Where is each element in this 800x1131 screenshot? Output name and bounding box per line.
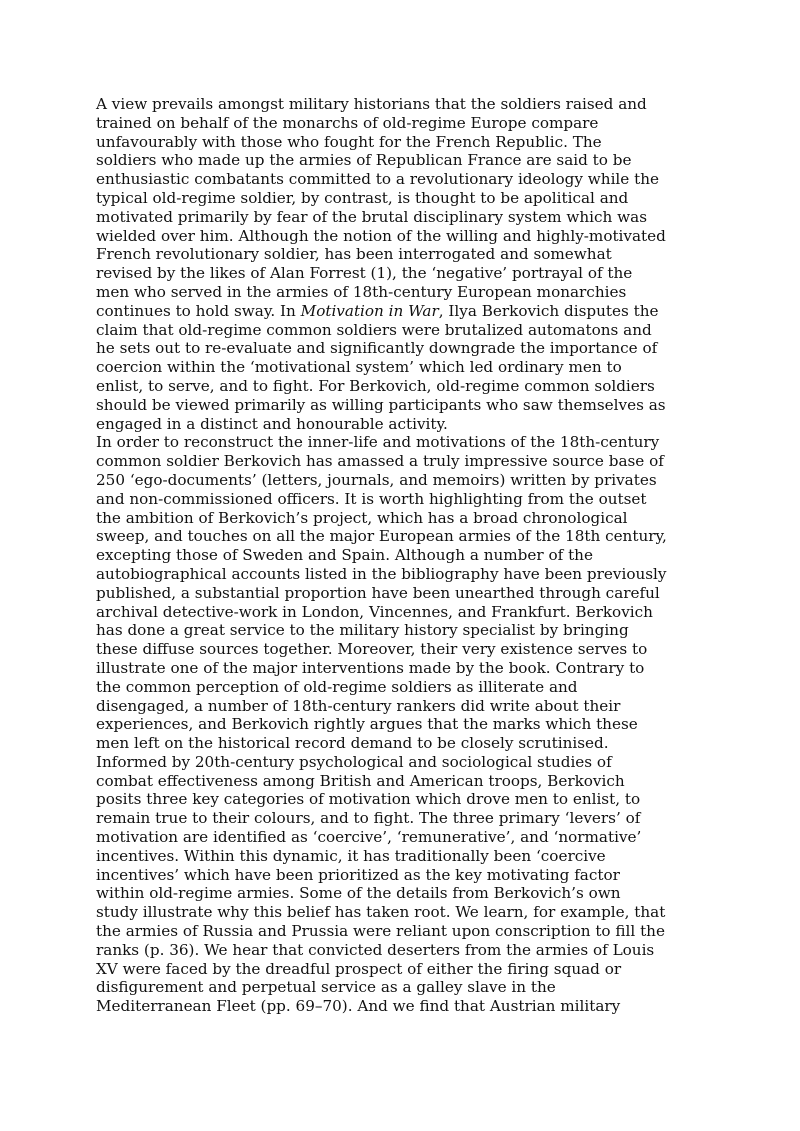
text-line: combat effectiveness among British and American troops, Berkovich: [96, 771, 625, 790]
text-line: motivated primarily by fear of the brutal disciplinary system which was: [96, 207, 648, 226]
text-line: wielded over him. Although the notion of the willing and highly-motivated: [96, 226, 666, 245]
text-line: soldiers who made up the armies of Republican France are said to be: [96, 151, 632, 170]
text-run: , Ilya Berkovich disputes the: [438, 301, 659, 320]
text-line: trained on behalf of the monarchs of old-regime Europe compare: [96, 113, 599, 132]
text-line: A view prevails amongst military historians that the soldiers raised and: [96, 95, 647, 113]
text-line: ranks (p. 36). We hear that convicted deserters from the armies of Louis: [96, 940, 655, 959]
text-line: disfigurement and perpetual service as a galley slave in the: [96, 978, 556, 997]
text-line: incentives’ which have been prioritized as the key motivating factor: [96, 865, 620, 884]
text-line: the armies of Russia and Prussia were reliant upon conscription to fill the: [96, 922, 665, 941]
text-line: excepting those of Sweden and Spain. Although a number of the: [96, 546, 593, 565]
text-line: and non-commissioned officers. It is worth highlighting from the outset: [96, 489, 647, 508]
text-line: claim that old-regime common soldiers were brutalized automatons and: [96, 320, 652, 339]
text-line: autobiographical accounts listed in the bibliography have been previously: [96, 564, 667, 583]
text-line: typical old-regime soldier, by contrast, is thought to be apolitical and: [96, 188, 629, 207]
text-line: should be viewed primarily as willing participants who saw themselves as: [96, 395, 666, 414]
text-line: experiences, and Berkovich rightly argues that the marks which these: [96, 715, 638, 734]
text-line: common soldier Berkovich has amassed a truly impressive source base of: [96, 452, 664, 471]
text-line: XV were faced by the dreadful prospect of either the firing squad or: [96, 959, 622, 978]
text-line: [96, 302, 710, 321]
text-line: he sets out to re-evaluate and significantly downgrade the importance of: [96, 339, 658, 358]
text-line: published, a substantial proportion have been unearthed through careful: [96, 583, 660, 602]
text-line: archival detective-work in London, Vincennes, and Frankfurt. Berkovich: [96, 602, 653, 621]
text-line: revised by the likes of Alan Forrest (1), the ‘negative’ portrayal of the: [96, 264, 633, 283]
paragraph-1: [96, 95, 710, 433]
text-line: Informed by 20th-century psychological and sociological studies of: [96, 752, 612, 771]
text-line: illustrate one of the major interventions made by the book. Contrary to: [96, 658, 645, 677]
text-line: enlist, to serve, and to fight. For Berkovich, old-regime common soldiers: [96, 376, 655, 395]
text-line: motivation are identified as ‘coercive’, ‘remunerative’, and ‘normative’: [96, 828, 642, 847]
paragraph-2: [96, 433, 710, 1016]
text-line: remain true to their colours, and to fight. The three primary ‘levers’ of: [96, 809, 641, 828]
text-line: sweep, and touches on all the major European armies of the 18th century,: [96, 527, 667, 546]
text-line: men who served in the armies of 18th-century European monarchies: [96, 282, 627, 301]
text-line: coercion within the ‘motivational system’ which led ordinary men to: [96, 358, 622, 377]
text-line: posits three key categories of motivation which drove men to enlist, to: [96, 790, 641, 809]
text-line: the ambition of Berkovich’s project, which has a broad chronological: [96, 508, 628, 527]
text-line: within old-regime armies. Some of the details from Berkovich’s own: [96, 884, 621, 903]
text-line: has done a great service to the military history specialist by bringing: [96, 621, 629, 640]
text-line: unfavourably with those who fought for the French Republic. The: [96, 132, 602, 151]
text-line: men left on the historical record demand to be closely scrutinised.: [96, 734, 609, 753]
document-body: [96, 95, 710, 1016]
text-run: continues to hold sway. In: [96, 301, 301, 320]
text-line: enthusiastic combatants committed to a revolutionary ideology while the: [96, 170, 659, 189]
text-line: incentives. Within this dynamic, it has traditionally been ‘coercive: [96, 846, 606, 865]
text-line: French revolutionary soldier, has been interrogated and somewhat: [96, 245, 612, 264]
text-line: study illustrate why this belief has taken root. We learn, for example, that: [96, 903, 666, 922]
text-line: these diffuse sources together. Moreover, their very existence serves to: [96, 640, 648, 659]
text-line: Mediterranean Fleet (pp. 69–70). And we find that Austrian military: [96, 997, 621, 1016]
text-line: engaged in a distinct and honourable activity.: [96, 414, 448, 433]
text-line: In order to reconstruct the inner-life and motivations of the 18th-century: [96, 433, 660, 452]
book-title: Motivation in War: [300, 301, 439, 320]
text-line: the common perception of old-regime soldiers as illiterate and: [96, 677, 578, 696]
text-line: 250 ‘ego-documents’ (letters, journals, and memoirs) written by privates: [96, 470, 657, 489]
text-line: disengaged, a number of 18th-century rankers did write about their: [96, 696, 621, 715]
